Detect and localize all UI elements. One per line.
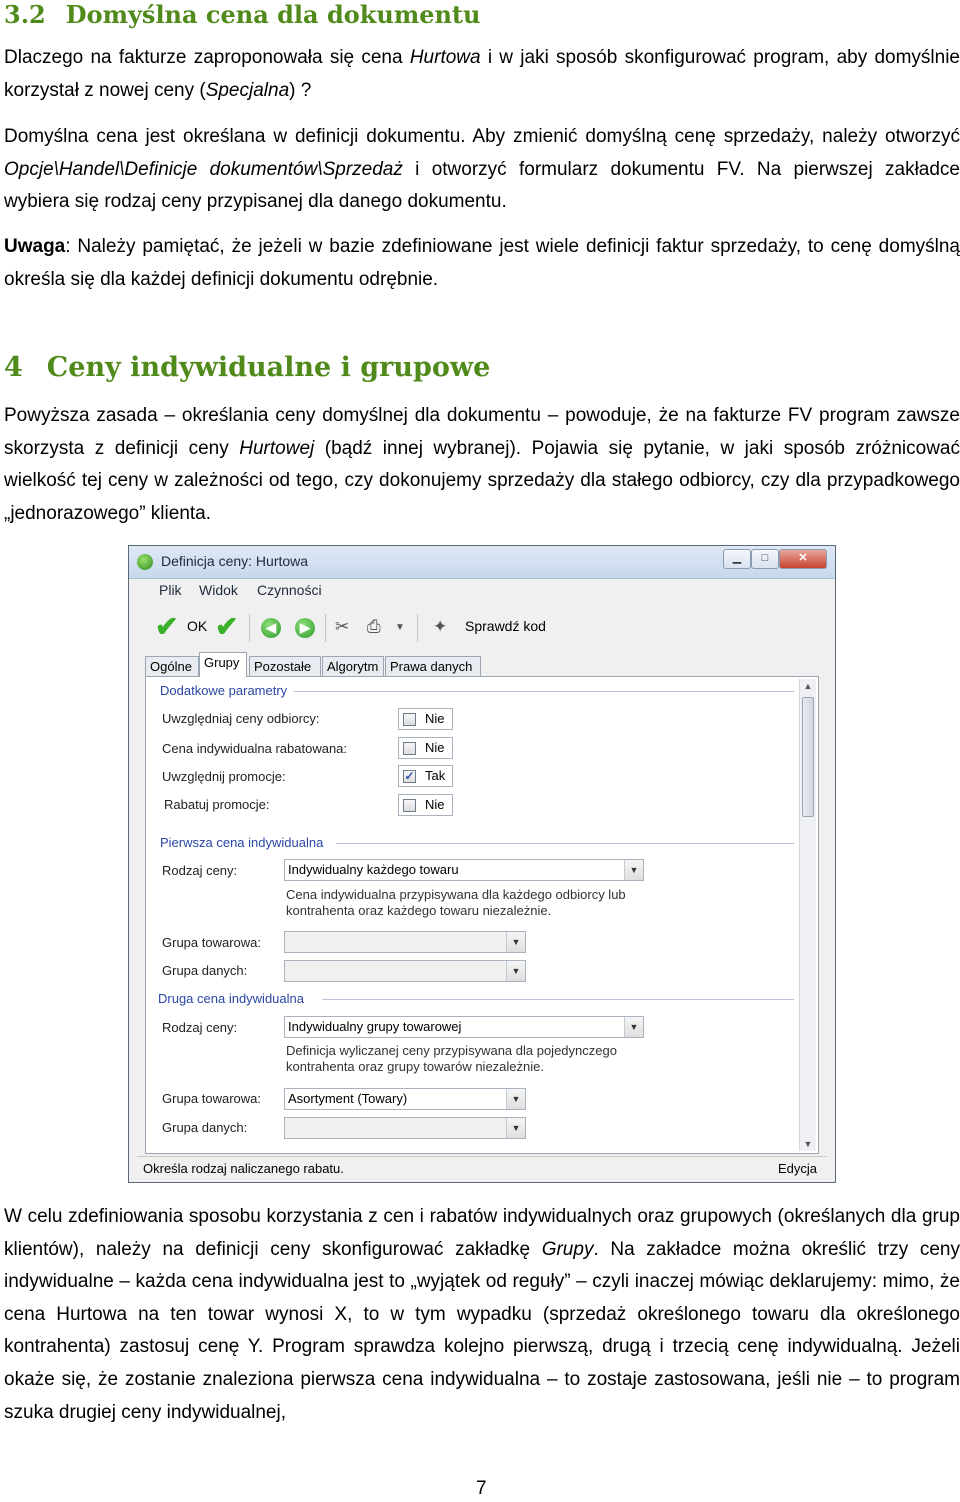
second-data-group-select[interactable] — [284, 1117, 526, 1139]
vertical-scrollbar[interactable] — [799, 679, 816, 1151]
description-line: kontrahenta oraz każdego towaru niezależnie. — [286, 903, 552, 918]
chevron-down-icon[interactable]: ▼ — [624, 860, 643, 880]
text-run: Dlaczego na fakturze zaproponowała się cena — [4, 47, 410, 68]
tab-pozostale[interactable]: Pozostałe — [249, 656, 321, 676]
status-text: Określa rodzaj naliczanego rabatu. — [143, 1161, 344, 1176]
paragraph-groups — [4, 1201, 960, 1429]
toolbar-separator — [417, 614, 418, 642]
tab-prawa-danych[interactable]: Prawa danych — [385, 656, 481, 676]
scrollbar-thumb[interactable] — [802, 697, 814, 817]
first-price-type-label: Rodzaj ceny: — [162, 863, 238, 878]
toolbar-separator — [325, 614, 326, 642]
menu-item-widok[interactable]: Widok — [199, 582, 238, 598]
toolbar — [137, 610, 827, 646]
price-definition-window — [128, 545, 836, 1183]
chevron-down-icon[interactable]: ▼ — [506, 961, 525, 981]
text-run: Powyższa zasada – określania ceny domyślnej dla dokumentu – powoduje, że na fakturze FV program zawsze skorzysta z definicji ceny — [4, 405, 960, 459]
tab-ogolne[interactable]: Ogólne — [145, 656, 199, 676]
consider-recipient-prices-label: Uwzględniaj ceny odbiorcy: — [162, 711, 320, 726]
app-icon — [137, 554, 153, 570]
first-goods-group-label: Grupa towarowa: — [162, 935, 261, 950]
page-number: 7 — [476, 1478, 487, 1499]
text-italic-path: Opcje\Handel\Definicje dokumentów\Sprzedaż — [4, 158, 403, 180]
tab-grupy[interactable]: Grupy — [199, 652, 247, 677]
text-run: ) ? — [289, 79, 312, 101]
group-title-first-price: Pierwsza cena indywidualna — [160, 835, 324, 850]
first-data-group-select[interactable] — [284, 960, 526, 982]
section-title: Ceny indywidualne i grupowe — [46, 352, 491, 383]
toolbar-separator — [249, 614, 250, 642]
section-heading-4 — [4, 352, 490, 383]
group-title-second-price: Druga cena indywidualna — [158, 991, 304, 1006]
chevron-down-icon[interactable]: ▼ — [506, 1118, 525, 1138]
back-arrow-icon[interactable]: ◀ — [261, 618, 281, 638]
second-data-group-label: Grupa danych: — [162, 1120, 248, 1135]
chevron-down-icon[interactable]: ▼ — [624, 1017, 643, 1037]
tools-icon[interactable]: ✂ — [335, 617, 350, 636]
second-price-type-select[interactable] — [284, 1016, 644, 1038]
check-code-button[interactable]: Sprawdź kod — [465, 618, 546, 634]
checkbox-square[interactable] — [403, 742, 416, 755]
status-bar — [137, 1156, 827, 1179]
checkbox-value: Tak — [425, 768, 446, 783]
select-value: Asortyment (Towary) — [288, 1091, 408, 1106]
group-divider — [322, 999, 794, 1000]
second-price-description — [286, 1043, 617, 1075]
consider-recipient-prices-checkbox[interactable] — [398, 708, 453, 730]
checkbox-value: Nie — [425, 740, 445, 755]
chevron-down-icon[interactable]: ▼ — [506, 1089, 525, 1109]
text-run: W celu zdefiniowania sposobu korzystania z cen i rabatów indywidualnych oraz grupowych (określanych dla grup klientów), należy na definicji ceny skonfigurować zakładkę — [4, 1206, 960, 1260]
discounted-individual-price-label: Cena indywidualna rabatowana: — [162, 741, 348, 756]
description-line: kontrahenta oraz grupy towarów niezależnie. — [286, 1059, 544, 1074]
discounted-individual-price-checkbox[interactable] — [398, 737, 453, 759]
maximize-button[interactable]: □ — [751, 549, 779, 569]
checkbox-value: Nie — [425, 711, 445, 726]
first-price-type-select[interactable] — [284, 859, 644, 881]
tab-algorytm[interactable]: Algorytm — [322, 656, 384, 676]
menu-item-czynnosci[interactable]: Czynności — [257, 582, 322, 598]
consider-promotions-checkbox[interactable] — [398, 765, 453, 787]
minimize-button[interactable]: ▁ — [723, 549, 751, 569]
first-data-group-label: Grupa danych: — [162, 963, 248, 978]
tab-panel-grupy — [145, 676, 819, 1154]
scroll-up-icon[interactable]: ▲ — [803, 681, 813, 691]
description-line: Cena indywidualna przypisywana dla każdego odbiorcy lub — [286, 887, 626, 902]
text-run: i w jaki sposób skonfigurować program, aby domyślnie korzystał z nowej ceny ( — [4, 47, 960, 101]
paragraph-note — [4, 231, 960, 296]
paragraph-rule — [4, 400, 960, 530]
section-title: Domyślna cena dla dokumentu — [65, 0, 481, 29]
second-goods-group-select[interactable] — [284, 1088, 526, 1110]
second-goods-group-label: Grupa towarowa: — [162, 1091, 261, 1106]
checkbox-value: Nie — [425, 797, 445, 812]
text-run: : Należy pamiętać, że jeżeli w bazie zdefiniowane jest wiele definicji faktur sprzedaży, to cenę domyślną określa się dla każdej definicji dokumentu odrębnie. — [4, 236, 960, 290]
group-title-additional: Dodatkowe parametry — [160, 683, 288, 698]
text-italic: Hurtowa — [409, 47, 481, 68]
menu-item-plik[interactable]: Plik — [159, 582, 182, 598]
save-check-icon[interactable]: ✔ — [215, 611, 239, 642]
window-title: Definicja ceny: Hurtowa — [161, 553, 309, 569]
second-price-type-label: Rodzaj ceny: — [162, 1020, 238, 1035]
text-run: i otworzyć formularz dokumentu FV. Na pierwszej zakładce wybiera się rodzaj ceny przypisanej dla danego dokumentu. — [4, 158, 960, 213]
paragraph-default-price — [4, 121, 960, 219]
ok-check-icon[interactable]: ✔ — [155, 611, 179, 642]
text-italic: Grupy — [541, 1238, 594, 1260]
select-value: Indywidualny grupy towarowej — [288, 1019, 462, 1034]
status-mode: Edycja — [777, 1161, 817, 1176]
chevron-down-icon[interactable]: ▼ — [506, 932, 525, 952]
section-number: 3.2 — [4, 0, 46, 29]
ok-button[interactable]: OK — [187, 618, 208, 634]
text-italic: Hurtowej — [239, 437, 315, 459]
discount-promotions-label: Rabatuj promocje: — [164, 797, 270, 812]
forward-arrow-icon[interactable]: ▶ — [295, 618, 315, 638]
printer-icon[interactable]: ⎙ — [367, 617, 381, 636]
text-bold: Uwaga — [4, 236, 66, 257]
close-button[interactable]: ✕ — [779, 549, 827, 569]
description-line: Definicja wyliczanej ceny przypisywana dla pojedynczego — [286, 1043, 617, 1058]
text-run: (bądź innej wybranej). Pojawia się pytanie, w jaki sposób zróżnicować wielkość tej ceny w zależności od tego, czy dokonujemy sprzedaży dla stałego odbiorcy, czy dla przypadkowego „jednorazowego” klienta. — [4, 437, 960, 524]
text-italic: Specjalna — [205, 79, 290, 101]
group-divider — [294, 691, 794, 692]
first-price-description — [286, 887, 626, 919]
first-goods-group-select[interactable] — [284, 931, 526, 953]
window-titlebar — [129, 546, 835, 579]
checkbox-square[interactable] — [403, 799, 416, 812]
discount-promotions-checkbox[interactable] — [398, 794, 453, 816]
group-divider — [336, 843, 794, 844]
text-run: Domyślna cena jest określana w definicji dokumentu. Aby zmienić domyślną cenę sprzedaży, należy otworzyć — [4, 126, 960, 147]
text-run: . Na zakładce można określić trzy ceny indywidualne – każda cena indywidualna jest to „wyjątek od reguły” – czyli inaczej mówiąc deklarujemy: mimo, że cena Hurtowa na ten towar wynosi X, to w tym wypadku (sprzedaż określonego towaru dla określonego kontrahenta) zastosuj cenę Y. Program sprawdza kolejno pierwszą, drugą i trzecią cenę indywidualną. Jeżeli okaże się, że zostanie znaleziona pierwsza cena indywidualna – to zostaje zastosowana, jeśli nie – to program szuka drugiej ceny indywidualnej, — [4, 1238, 960, 1423]
consider-promotions-label: Uwzględnij promocje: — [162, 769, 286, 784]
checkmark-icon[interactable]: ✓ — [404, 769, 415, 783]
scroll-down-icon[interactable]: ▼ — [803, 1139, 813, 1149]
printer-dropdown-icon[interactable]: ▼ — [395, 622, 405, 633]
magic-wand-icon[interactable]: ✦ — [433, 617, 448, 636]
paragraph-question — [4, 42, 960, 107]
section-number: 4 — [4, 352, 23, 383]
section-heading-3-2 — [4, 0, 480, 29]
select-value: Indywidualny każdego towaru — [288, 862, 459, 877]
checkbox-square[interactable] — [403, 713, 416, 726]
